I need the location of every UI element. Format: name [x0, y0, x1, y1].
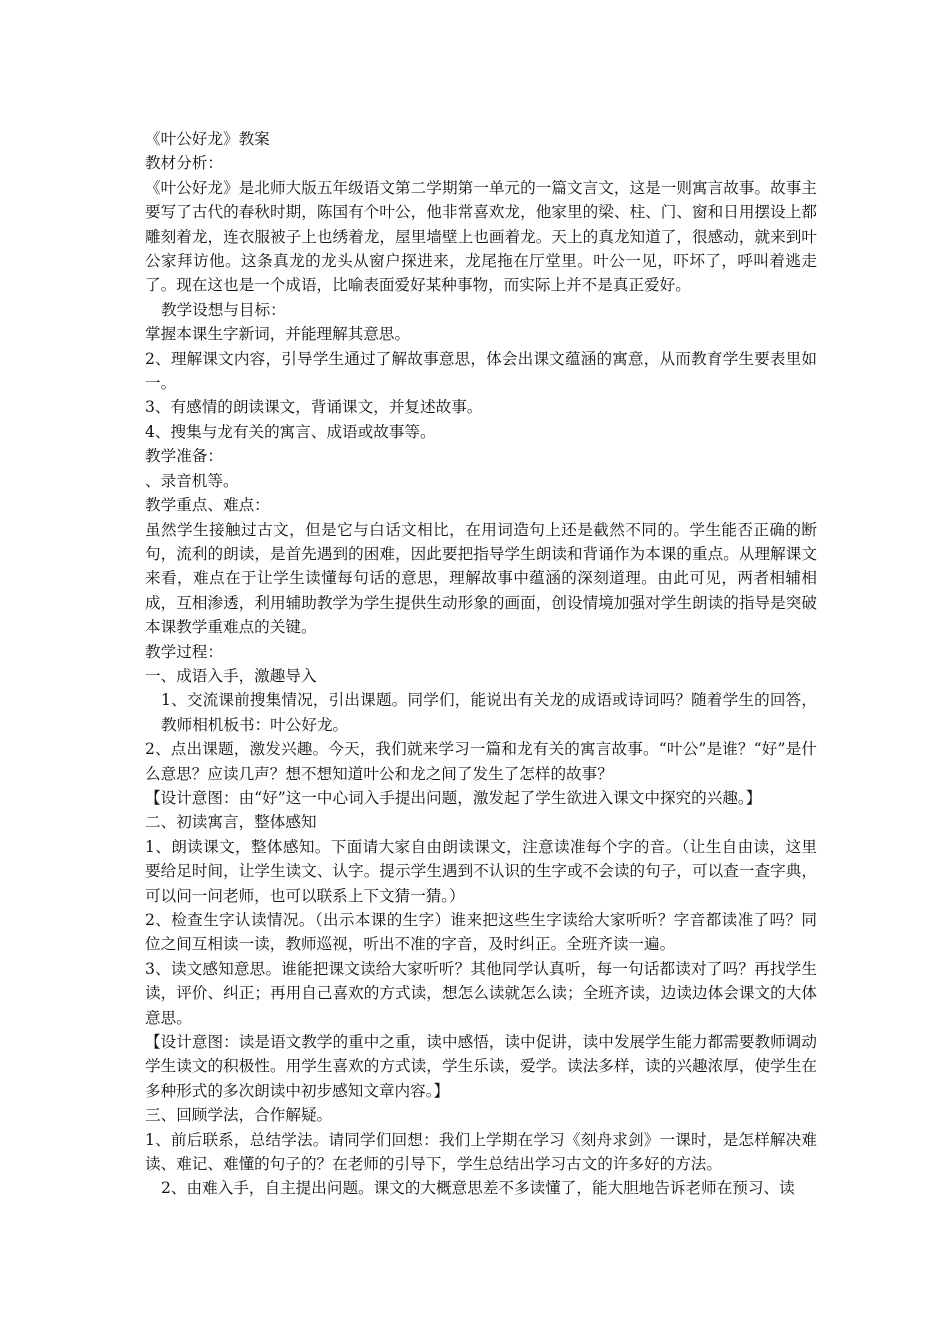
- section-1-heading: 一、成语入手，激趣导入: [145, 666, 317, 685]
- analysis-heading: 教材分析：: [145, 154, 223, 173]
- section-1-item-1: 1、交流课前搜集情况，引出课题。同学们，能说出有关龙的成语或诗词吗？随着学生的回答，教师相机板书：叶公好龙。: [161, 691, 817, 734]
- section-1-item-2: 2、点出课题，激发兴趣。今天，我们就来学习一篇和龙有关的寓言故事。“叶公”是谁？“好”是什么意思？应读几声？想不想知道叶公和龙之间了发生了怎样的故事？: [145, 740, 817, 783]
- process-heading: 教学过程：: [145, 642, 223, 661]
- section-3-item-2: 2、由难入手，自主提出问题。课文的大概意思差不多读懂了，能大胆地告诉老师在预习、读: [161, 1179, 795, 1198]
- section-2-item-2: 2、检查生字认读情况。（出示本课的生字）谁来把这些生字读给大家听听？字音都读准了吗？同位之间互相读一读，教师巡视，听出不准的字音，及时纠正。全班齐读一遍。: [145, 911, 817, 954]
- document-page: [145, 127, 817, 1201]
- goal-item-2: 2、理解课文内容，引导学生通过了解故事意思，体会出课文蕴涵的寓意，从而教育学生要表里如一。: [145, 349, 817, 393]
- section-3-heading: 三、回顾学法，合作解疑。: [145, 1106, 333, 1125]
- prep-item: 、录音机等。: [145, 471, 239, 490]
- section-2-design-note: 【设计意图：读是语文教学的重中之重，读中感悟，读中促讲，读中发展学生能力都需要教师调动学生读文的积极性。用学生喜欢的方式读，学生乐读，爱学。读法多样，读的兴趣浓厚，使学生在多种形式的多次朗读中初步感知文章内容。】: [145, 1033, 817, 1100]
- section-2-item-1: 1、朗读课文，整体感知。下面请大家自由朗读课文，注意读准每个字的音。（让生自由读，这里要给足时间，让学生读文、认字。提示学生遇到不认识的生字或不会读的句子，可以查一查字典，可以问一问老师，也可以联系上下文猜一猜。）: [145, 837, 817, 905]
- goal-item-1: 掌握本课生字新词，并能理解其意思。: [145, 325, 411, 344]
- prep-heading: 教学准备：: [145, 447, 223, 466]
- analysis-paragraph: 《叶公好龙》是北师大版五年级语文第二学期第一单元的一篇文言文，这是一则寓言故事。故事主要写了古代的春秋时期，陈国有个叶公，他非常喜欢龙，他家里的梁、柱、门、窗和日用摆设上都雕刻着龙，连衣服被子上也绣着龙，屋里墙壁上也画着龙。天上的真龙知道了，很感动，就来到叶公家拜访他。这条真龙的龙头从窗户探进来，龙尾拖在厅堂里。叶公一见，吓坏了，呼叫着逃走了。现在这也是一个成语，比喻表面爱好某种事物，而实际上并不是真正爱好。: [145, 178, 817, 295]
- keypoints-paragraph: 虽然学生接触过古文，但是它与白话文相比，在用词造句上还是截然不同的。学生能否正确的断句，流利的朗读，是首先遇到的困难，因此要把指导学生朗读和背诵作为本课的重点。从理解课文来看，难点在于让学生读懂每句话的意思，理解故事中蕴涵的深刻道理。由此可见，两者相辅相成，互相渗透，利用辅助教学为学生提供生动形象的画面，创设情境加强对学生朗读的指导是突破本课教学重难点的关键。: [145, 520, 817, 637]
- document-title: 《叶公好龙》教案: [145, 130, 270, 148]
- keypoints-heading: 教学重点、难点：: [145, 496, 270, 515]
- goal-item-3: 3、有感情的朗读课文，背诵课文，并复述故事。: [145, 398, 483, 417]
- section-1-design-note: 【设计意图：由“好”这一中心词入手提出问题，激发起了学生欲进入课文中探究的兴趣。】: [145, 788, 762, 807]
- goal-item-4: 4、搜集与龙有关的寓言、成语或故事等。: [145, 422, 436, 441]
- section-2-heading: 二、初读寓言，整体感知: [145, 813, 317, 832]
- section-2-item-3: 3、读文感知意思。谁能把课文读给大家听听？其他同学认真听，每一句话都读对了吗？再找学生读，评价、纠正；再用自己喜欢的方式读，想怎么读就怎么读；全班齐读，边读边体会课文的大体意思。: [145, 959, 817, 1027]
- section-3-item-1: 1、前后联系，总结学法。请同学们回想：我们上学期在学习《刻舟求剑》一课时，是怎样解决难读、难记、难懂的句子的？在老师的引导下，学生总结出学习古文的许多好的方法。: [145, 1130, 817, 1174]
- goals-heading: 教学设想与目标：: [161, 300, 286, 319]
